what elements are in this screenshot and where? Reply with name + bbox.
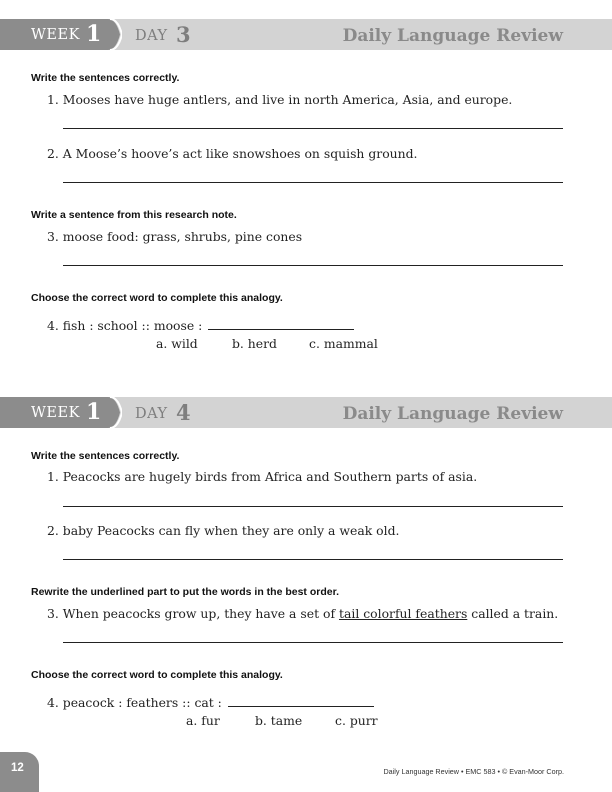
question-2 bbox=[47, 146, 418, 161]
option-a[interactable]: a. wild bbox=[156, 336, 198, 351]
instruction: Write a sentence from this research note. bbox=[31, 209, 237, 221]
answer-line[interactable] bbox=[63, 506, 563, 507]
instruction: Choose the correct word to complete this analogy. bbox=[31, 669, 283, 681]
instruction: Choose the correct word to complete this analogy. bbox=[31, 292, 283, 304]
answer-line[interactable] bbox=[63, 265, 563, 266]
question-text: baby Peacocks can fly when they are only a weak old. bbox=[62, 523, 400, 538]
question-text: Mooses have huge antlers, and live in north America, Asia, and europe. bbox=[62, 92, 513, 107]
day-number: 4 bbox=[176, 400, 191, 425]
question-text-after: called a train. bbox=[467, 606, 559, 621]
page-number-tab bbox=[0, 752, 39, 792]
question-number: 2. bbox=[47, 523, 59, 538]
question-number: 3. bbox=[47, 606, 59, 621]
analogy-blank[interactable] bbox=[208, 328, 354, 330]
question-text: peacock : feathers :: cat : bbox=[62, 695, 222, 710]
footer-credit: Daily Language Review • EMC 583 • © Evan-Moor Corp. bbox=[383, 767, 564, 776]
question-2 bbox=[47, 523, 399, 538]
instruction: Rewrite the underlined part to put the words in the best order. bbox=[31, 586, 340, 598]
question-3 bbox=[47, 606, 558, 621]
week-number: 1 bbox=[86, 21, 102, 47]
instruction: Write the sentences correctly. bbox=[31, 72, 180, 84]
instruction: Write the sentences correctly. bbox=[31, 450, 180, 462]
section-header-day3 bbox=[0, 19, 612, 50]
question-text: fish : school :: moose : bbox=[62, 318, 203, 333]
analogy-blank[interactable] bbox=[228, 705, 374, 707]
question-1 bbox=[47, 469, 477, 484]
question-number: 2. bbox=[47, 146, 59, 161]
answer-line[interactable] bbox=[63, 559, 563, 560]
review-title: Daily Language Review bbox=[342, 26, 563, 46]
option-b[interactable]: b. herd bbox=[232, 336, 277, 351]
question-text: A Moose’s hoove’s act like snowshoes on squish ground. bbox=[62, 146, 418, 161]
question-number: 4. bbox=[47, 695, 59, 710]
question-4 bbox=[47, 318, 354, 333]
question-4 bbox=[47, 695, 374, 710]
week-label: WEEK bbox=[31, 27, 80, 43]
week-number: 1 bbox=[86, 399, 102, 425]
page-number: 12 bbox=[11, 762, 24, 774]
option-c[interactable]: c. purr bbox=[335, 713, 378, 728]
day-label: DAY bbox=[135, 28, 168, 44]
answer-line[interactable] bbox=[63, 182, 563, 183]
question-number: 1. bbox=[47, 469, 59, 484]
week-tab bbox=[0, 19, 122, 50]
option-b[interactable]: b. tame bbox=[255, 713, 303, 728]
answer-line[interactable] bbox=[63, 128, 563, 129]
review-title: Daily Language Review bbox=[342, 404, 563, 424]
underlined-phrase: tail colorful feathers bbox=[338, 606, 468, 621]
question-number: 4. bbox=[47, 318, 59, 333]
week-label: WEEK bbox=[31, 405, 80, 421]
question-text: moose food: grass, shrubs, pine cones bbox=[62, 229, 303, 244]
option-a[interactable]: a. fur bbox=[186, 713, 220, 728]
answer-line[interactable] bbox=[63, 642, 563, 643]
day-label: DAY bbox=[135, 406, 168, 422]
day-number: 3 bbox=[176, 22, 191, 47]
question-number: 1. bbox=[47, 92, 59, 107]
question-1 bbox=[47, 92, 512, 107]
question-text-before: When peacocks grow up, they have a set of bbox=[62, 606, 339, 621]
question-number: 3. bbox=[47, 229, 59, 244]
question-3 bbox=[47, 229, 302, 244]
option-c[interactable]: c. mammal bbox=[309, 336, 378, 351]
section-header-day4 bbox=[0, 397, 612, 428]
week-tab bbox=[0, 397, 122, 428]
question-text: Peacocks are hugely birds from Africa and Southern parts of asia. bbox=[62, 469, 478, 484]
